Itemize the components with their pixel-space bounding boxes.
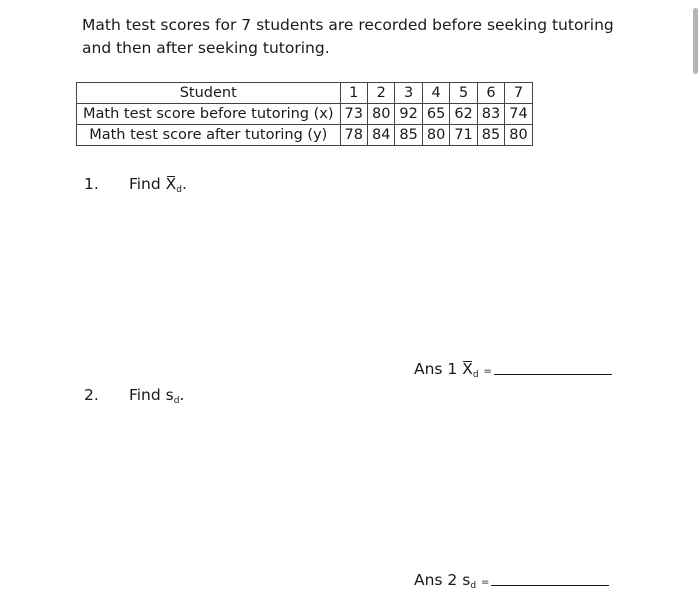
question-number: 1. xyxy=(84,175,99,193)
header-cell: 2 xyxy=(367,83,394,104)
answer-1-blank[interactable] xyxy=(494,374,612,375)
answer-2 xyxy=(414,571,609,591)
table-cell: 71 xyxy=(450,125,477,146)
x-bar-symbol: X xyxy=(165,175,177,193)
table-cell: 85 xyxy=(477,125,504,146)
header-cell: 1 xyxy=(340,83,367,104)
table-cell: 78 xyxy=(340,125,367,146)
question-text: Find xyxy=(128,175,161,193)
table-cell: 62 xyxy=(450,104,477,125)
header-cell: 6 xyxy=(477,83,504,104)
s-symbol: s xyxy=(165,386,174,404)
x-bar-symbol: X xyxy=(462,360,473,378)
table-header-row xyxy=(77,83,533,104)
table-row-before xyxy=(77,104,533,125)
problem-intro: Math test scores for 7 students are recorded before seeking tutoring and then after seeking tutoring. xyxy=(82,16,614,57)
answer-label: Ans 1 xyxy=(414,360,458,378)
table-cell: 80 xyxy=(505,125,532,146)
table-row-after xyxy=(77,125,533,146)
answer-2-blank[interactable] xyxy=(491,585,609,586)
table-cell: 84 xyxy=(367,125,394,146)
answer-label: Ans 2 xyxy=(414,571,458,589)
question-2 xyxy=(84,386,184,406)
subscript: d xyxy=(176,185,182,195)
question-1 xyxy=(84,175,187,195)
answer-1 xyxy=(414,360,612,380)
header-cell: 5 xyxy=(450,83,477,104)
s-symbol: s xyxy=(462,571,471,589)
scrollbar[interactable] xyxy=(693,8,698,74)
equals-sign: = xyxy=(483,366,492,377)
header-cell: 3 xyxy=(395,83,422,104)
question-end: . xyxy=(179,386,185,404)
subscript: d xyxy=(173,396,180,406)
table-cell: 85 xyxy=(395,125,422,146)
equals-sign: = xyxy=(480,577,490,588)
subscript: d xyxy=(472,370,479,380)
scores-table xyxy=(76,82,533,146)
table-cell: 80 xyxy=(367,104,394,125)
subscript: d xyxy=(470,581,477,591)
row-label: Math test score before tutoring (x) xyxy=(77,104,341,125)
question-text: Find xyxy=(128,386,161,404)
table-cell: 74 xyxy=(505,104,532,125)
header-cell: Student xyxy=(77,83,341,104)
question-number: 2. xyxy=(84,386,99,404)
header-cell: 7 xyxy=(505,83,532,104)
table-cell: 92 xyxy=(395,104,422,125)
header-cell: 4 xyxy=(422,83,449,104)
table-cell: 65 xyxy=(422,104,449,125)
table-cell: 73 xyxy=(340,104,367,125)
row-label: Math test score after tutoring (y) xyxy=(77,125,341,146)
table-cell: 83 xyxy=(477,104,504,125)
table-cell: 80 xyxy=(422,125,449,146)
question-end: . xyxy=(181,175,187,193)
